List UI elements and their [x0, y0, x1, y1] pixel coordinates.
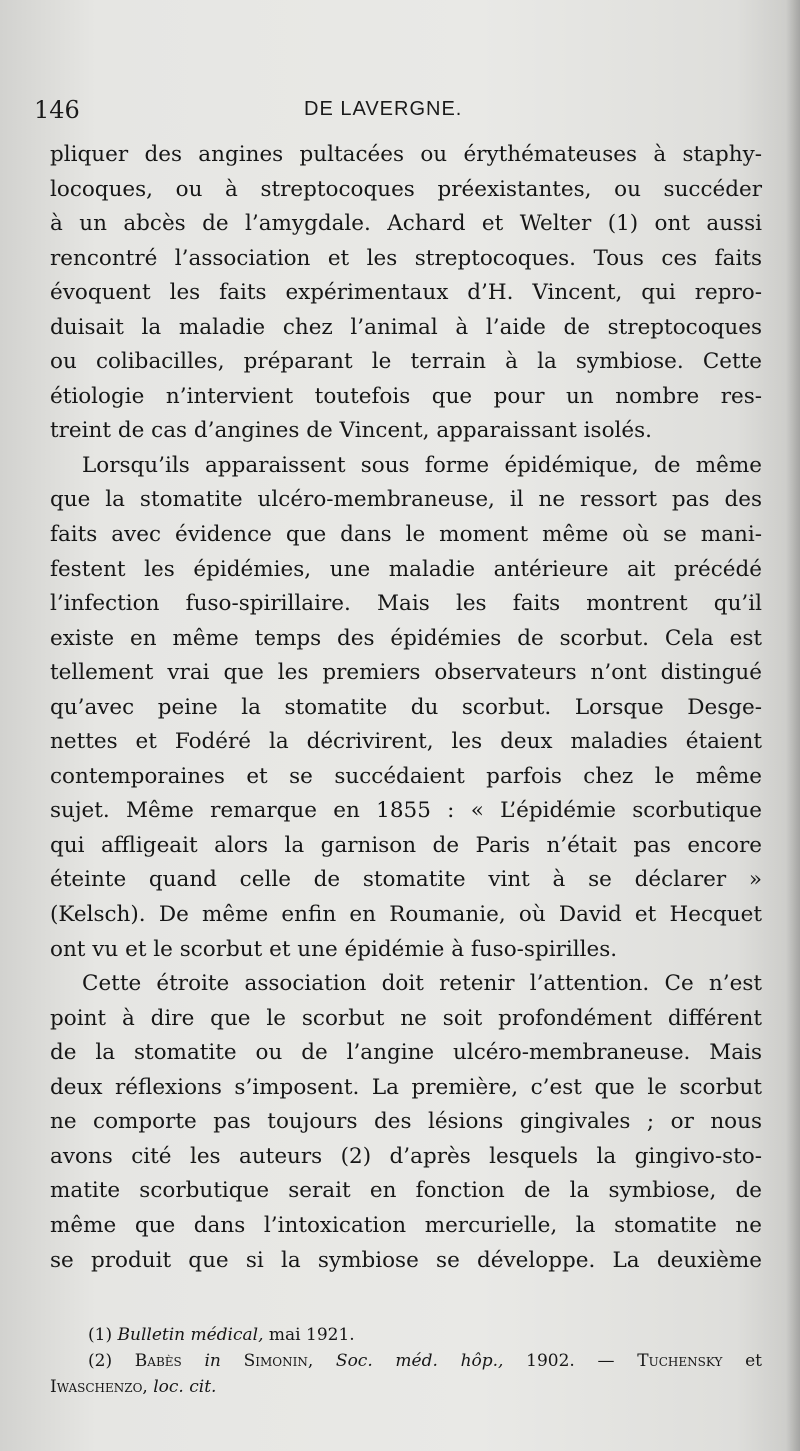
footnote-source: Bulletin médical,	[117, 1325, 264, 1345]
text-line: l’infection fuso-spirillaire. Mais les faits montrent qu’il	[50, 591, 762, 617]
text-line: point à dire que le scorbut ne soit profondément différent	[50, 1005, 762, 1031]
text-line: étiologie n’intervient toutefois que pour un nombre res-	[50, 383, 762, 409]
paragraph-2	[50, 449, 762, 967]
footnote-author: Iwaschenzo,	[50, 1377, 148, 1397]
text-line: tellement vrai que les premiers observateurs n’ont distingué	[50, 660, 762, 686]
footnote-author: Babès	[134, 1351, 182, 1371]
text-line: festent les épidémies, une maladie antérieure ait précédé	[50, 556, 762, 582]
footnote-journal: Soc. méd. hôp.,	[335, 1351, 504, 1371]
text-line: Cette étroite association doit retenir l’attention. Ce n’est	[82, 971, 762, 997]
text-line: locoques, ou à streptocoques préexistantes, ou succéder	[50, 176, 762, 202]
text-line: ne comporte pas toujours des lésions gingivales ; or nous	[50, 1109, 762, 1135]
page-gutter-shadow	[786, 0, 800, 1451]
text-line: éteinte quand celle de stomatite vint à se déclarer »	[50, 867, 762, 893]
paragraph-3	[50, 967, 762, 1278]
footnote-in: in	[204, 1351, 221, 1371]
text-line: de la stomatite ou de l’angine ulcéro-membraneuse. Mais	[50, 1040, 762, 1066]
footnote-marker: (2)	[88, 1351, 113, 1371]
footnote-2-continuation	[50, 1374, 762, 1400]
running-head: DE LAVERGNE.	[304, 98, 463, 120]
text-line: treint de cas d’angines de Vincent, apparaissant isolés.	[50, 418, 652, 444]
footnote-1	[50, 1322, 762, 1348]
text-line: pliquer des angines pultacées ou érythémateuses à staphy-	[50, 142, 762, 167]
footnote-author: Simonin,	[243, 1351, 314, 1371]
footnote-author: Tuchensky	[637, 1351, 723, 1371]
text-line: Lorsqu’ils apparaissent sous forme épidémique, de même	[82, 452, 762, 478]
text-line: contemporaines et se succédaient parfois chez le même	[50, 763, 762, 789]
footnote-year: 1902. —	[526, 1351, 615, 1371]
text-line: se produit que si la symbiose se développe. La deuxième	[50, 1247, 762, 1273]
text-line: matite scorbutique serait en fonction de la symbiose, de	[50, 1178, 762, 1204]
text-line: sujet. Même remarque en 1855 : « L’épidémie scorbutique	[50, 798, 762, 824]
text-line: ou colibacilles, préparant le terrain à la symbiose. Cette	[50, 349, 762, 375]
text-line: avons cité les auteurs (2) d’après lesquels la gingivo-sto-	[50, 1143, 762, 1169]
text-line: rencontré l’association et les streptocoques. Tous ces faits	[50, 245, 762, 271]
text-line: même que dans l’intoxication mercurielle, la stomatite ne	[50, 1212, 762, 1238]
text-line: qui affligeait alors la garnison de Paris n’était pas encore	[50, 832, 762, 858]
text-line: ont vu et le scorbut et une épidémie à fuso-spirilles.	[50, 936, 618, 962]
footnote-conjunction: et	[745, 1351, 763, 1371]
page-number: 146	[34, 96, 80, 124]
footnotes	[50, 1322, 762, 1400]
footnote-date: mai 1921.	[268, 1325, 355, 1345]
text-line: évoquent les faits expérimentaux d’H. Vincent, qui repro-	[50, 280, 762, 306]
text-line: qu’avec peine la stomatite du scorbut. Lorsque Desge-	[50, 694, 762, 720]
text-line: deux réflexions s’imposent. La première, c’est que le scorbut	[50, 1074, 762, 1100]
footnote-marker: (1)	[88, 1325, 113, 1345]
text-line: faits avec évidence que dans le moment même où se mani-	[50, 522, 762, 548]
page-header	[34, 96, 754, 136]
text-line: existe en même temps des épidémies de scorbut. Cela est	[50, 625, 762, 651]
text-line: nettes et Fodéré la décrivirent, les deux maladies étaient	[50, 729, 762, 755]
text-line: (Kelsch). De même enfin en Roumanie, où David et Hecquet	[50, 902, 762, 928]
paragraph-1	[50, 138, 762, 449]
text-line: duisait la maladie chez l’animal à l’aide de streptocoques	[50, 314, 762, 340]
body-text	[50, 138, 762, 1278]
footnote-2	[50, 1348, 762, 1374]
text-line: que la stomatite ulcéro-membraneuse, il ne ressort pas des	[50, 487, 762, 513]
footnote-loc: loc. cit.	[153, 1377, 217, 1397]
text-line: à un abcès de l’amygdale. Achard et Welter (1) ont aussi	[50, 211, 762, 237]
